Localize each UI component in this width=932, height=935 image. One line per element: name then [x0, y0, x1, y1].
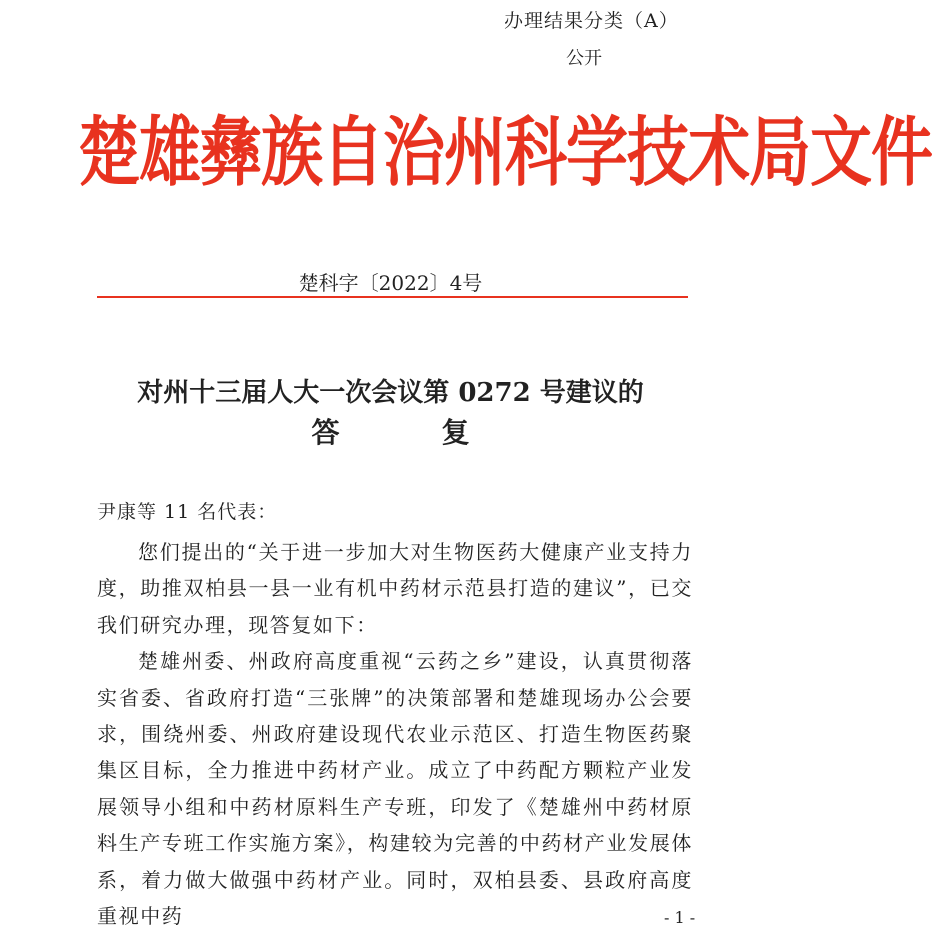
body-paragraph-1: 您们提出的“关于进一步加大对生物医药大健康产业支持力度，助推双柏县一县一业有机中药材示范县打造的建议”，已交我们研究办理，现答复如下： [97, 540, 693, 637]
body-paragraph-2: 楚雄州委、州政府高度重视“云药之乡”建设，认真贯彻落实省委、省政府打造“三张牌”的决策部署和楚雄现场办公会要求，围绕州委、州政府建设现代农业示范区、打造生物医药聚集区目标，全力推进中药材产业。成立了中药配方颗粒产业发展领导小组和中药材原料生产专班，印发了《楚雄州中药材原料生产专班工作实施方案》，构建较为完善的中药材产业发展体系，着力做大做强中药材产业。同时，双柏县委、县政府高度重视中药 [97, 649, 693, 929]
document-number: 楚科字〔2022〕4号 [298, 271, 483, 295]
reply-title-line1: 对州十三届人大一次会议第 0272 号建议的 [137, 378, 644, 408]
classification-label: 办理结果分类（A） [504, 10, 679, 32]
agency-masthead-title: 楚雄彝族自治州科学技术局文件 [78, 107, 932, 197]
reply-title-line2 [0, 411, 781, 451]
salutation: 尹康等 11 名代表： [97, 501, 278, 523]
reply-body [97, 534, 696, 934]
reply-title-char-fu: 复 [441, 416, 470, 449]
page-number: - 1 - [664, 908, 696, 927]
masthead-red-rule [97, 296, 688, 298]
disclosure-label: 公开 [566, 48, 602, 69]
reply-title-char-da: 答 [311, 416, 340, 449]
